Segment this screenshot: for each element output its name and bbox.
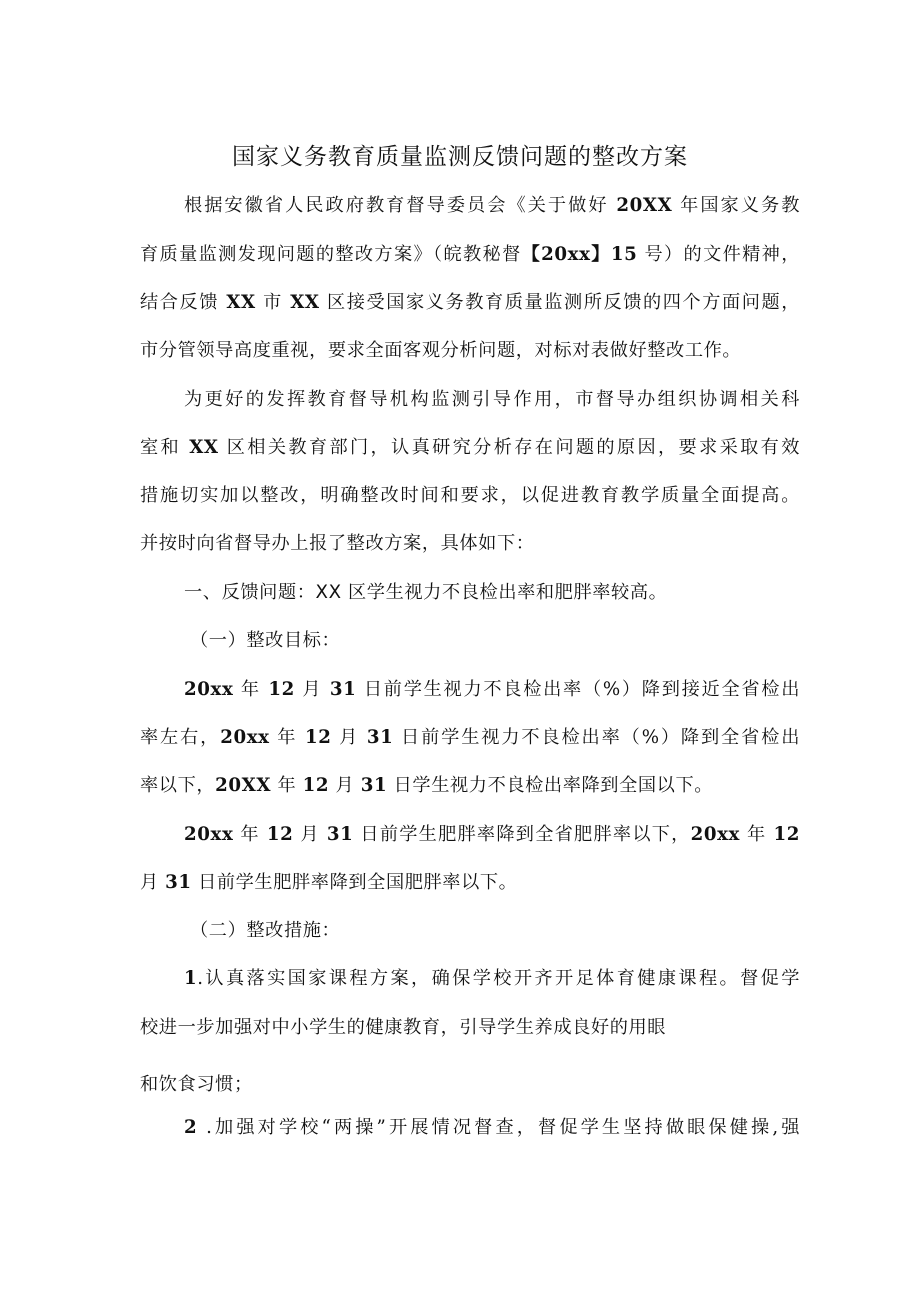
document-title: 国家义务教育质量监测反馈问题的整改方案 xyxy=(232,144,688,170)
paragraph-4-line-2: 月 31 日前学生肥胖率降到全国肥胖率以下。 xyxy=(140,872,518,893)
paragraph-1-line-4: 市分管领导高度重视，要求全面客观分析问题，对标对表做好整改工作。 xyxy=(140,340,742,361)
paragraph-3-line-1: 20xx 年 12 月 31 日前学生视力不良检出率（%）降到接近全省检出 xyxy=(184,679,800,700)
paragraph-2-line-4: 并按时向省督导办上报了整改方案，具体如下： xyxy=(140,533,535,554)
measure-1-line-3: 和饮食习惯； xyxy=(140,1074,253,1095)
subsection-1-heading: （一）整改目标： xyxy=(190,630,341,651)
measure-2-line-1: 2 .加强对学校“两操”开展情况督查，督促学生坚持做眼保健操,强 xyxy=(184,1117,800,1138)
paragraph-2-line-2: 室和 XX 区相关教育部门，认真研究分析存在问题的原因，要求采取有效 xyxy=(140,437,800,458)
paragraph-4-line-1: 20xx 年 12 月 31 日前学生肥胖率降到全省肥胖率以下，20xx 年 12 xyxy=(184,824,800,845)
paragraph-1-line-1: 根据安徽省人民政府教育督导委员会《关于做好 20XX 年国家义务教 xyxy=(184,195,800,216)
measure-1-line-2: 校进一步加强对中小学生的健康教育，引导学生养成良好的用眼 xyxy=(140,1017,667,1038)
paragraph-3-line-2: 率左右，20xx 年 12 月 31 日前学生视力不良检出率（%）降到全省检出 xyxy=(140,727,800,748)
paragraph-2-line-3: 措施切实加以整改，明确整改时间和要求，以促进教育教学质量全面提高。 xyxy=(140,485,800,506)
paragraph-3-line-3: 率以下，20XX 年 12 月 31 日学生视力不良检出率降到全国以下。 xyxy=(140,775,714,796)
paragraph-1-line-3: 结合反馈 XX 市 XX 区接受国家义务教育质量监测所反馈的四个方面问题， xyxy=(140,292,800,313)
subsection-2-heading: （二）整改措施： xyxy=(190,920,341,941)
paragraph-2-line-1: 为更好的发挥教育督导机构监测引导作用，市督导办组织协调相关科 xyxy=(184,389,800,410)
paragraph-1-line-2: 育质量监测发现问题的整改方案》（皖教秘督【20xx】15 号）的文件精神， xyxy=(140,244,801,265)
measure-1-line-1: 1.认真落实国家课程方案，确保学校开齐开足体育健康课程。督促学 xyxy=(184,968,800,989)
section-1-heading: 一、反馈问题：XX 区学生视力不良检出率和肥胖率较高。 xyxy=(184,582,668,603)
